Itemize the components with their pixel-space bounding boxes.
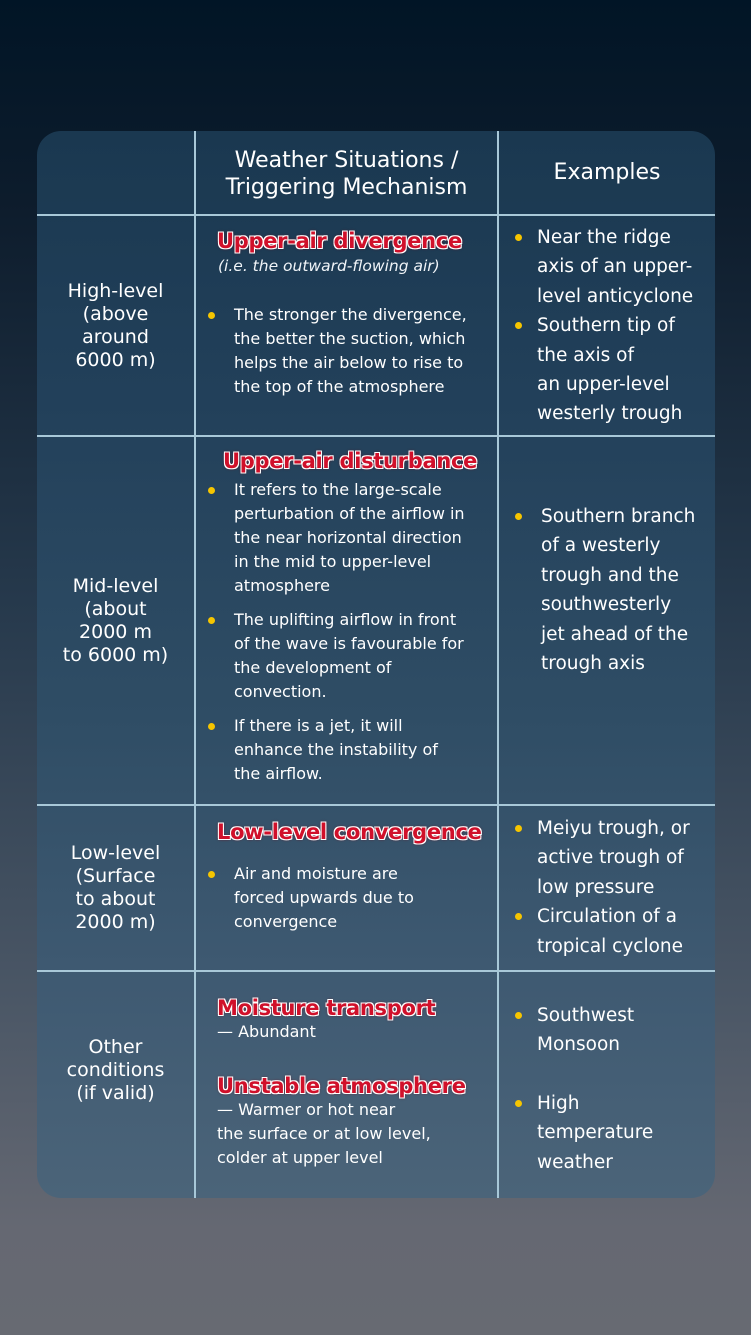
level-text: Mid-level — [72, 574, 159, 597]
example-line: axis of an upper- — [537, 256, 693, 278]
mechanism-bullet — [208, 862, 497, 934]
header-weather-situations — [196, 131, 497, 214]
example-item — [517, 1089, 715, 1177]
examples-cell-high — [499, 216, 715, 435]
level-text: to about — [75, 888, 156, 910]
bullet-line: Air and moisture are — [234, 864, 398, 883]
mechanism-cell-high — [196, 216, 497, 435]
mechanism-heading: Upper-air divergence — [217, 229, 462, 253]
bullet-icon — [515, 1012, 522, 1019]
example-line: tropical cyclone — [537, 935, 684, 957]
bullet-line: The stronger the divergence, — [234, 305, 467, 324]
bullet-icon — [515, 1100, 522, 1107]
example-line: Circulation of a — [537, 906, 677, 928]
level-text: to 6000 m) — [62, 643, 169, 666]
bullet-line: enhance the instability of — [234, 740, 438, 759]
example-item — [517, 502, 715, 678]
level-cell-other — [37, 972, 194, 1198]
bullet-icon — [208, 487, 215, 494]
level-text: (Surface — [75, 865, 156, 887]
bullet-line: perturbation of the airflow in — [234, 504, 465, 523]
level-text: (above — [82, 302, 149, 325]
example-line: jet ahead of the — [541, 623, 689, 645]
example-line: trough and the — [541, 564, 679, 586]
example-line: Meiyu trough, or — [537, 818, 690, 839]
level-text: 6000 m) — [75, 348, 156, 371]
level-text: around — [82, 325, 149, 348]
bullet-line: the top of the atmosphere — [234, 377, 445, 396]
mechanism-heading: Moisture transport — [217, 996, 436, 1020]
bullet-line: The uplifting airflow in front — [234, 610, 457, 629]
example-line: Southern branch — [541, 506, 696, 527]
bullet-line: convergence — [234, 912, 338, 931]
example-item — [517, 311, 715, 429]
example-line: an upper-level — [537, 374, 670, 396]
level-cell-high — [37, 216, 194, 435]
level-text: Low-level — [70, 842, 161, 864]
mechanism-bullet — [208, 478, 497, 598]
level-cell-low — [37, 806, 194, 970]
example-line: level anticyclone — [537, 285, 694, 307]
header-line: Triggering Mechanism — [225, 174, 468, 200]
example-line: weather — [537, 1151, 613, 1173]
example-line: southwesterly — [541, 594, 672, 616]
level-text: conditions — [66, 1058, 165, 1081]
bullet-line: convection. — [234, 682, 327, 701]
mechanism-sub: — Warmer or hot near — [217, 1100, 396, 1119]
example-line: Monsoon — [537, 1034, 621, 1056]
bullet-line: the near horizontal direction — [234, 528, 462, 547]
example-line: trough axis — [541, 653, 645, 675]
header-empty-cell — [37, 131, 194, 214]
example-line: active trough of — [537, 847, 684, 869]
example-line: low pressure — [537, 876, 655, 898]
weather-table — [37, 131, 715, 1198]
mechanism-heading: Low-level convergence — [217, 820, 482, 844]
bullet-icon — [208, 617, 215, 624]
bullet-line: the development of — [234, 658, 392, 677]
mechanism-bullet — [208, 303, 497, 399]
example-line: Southern tip of — [537, 315, 675, 337]
mechanism-note: (i.e. the outward-flowing air) — [218, 257, 440, 275]
example-line: westerly trough — [537, 403, 683, 425]
header-examples: Examples — [553, 160, 661, 185]
level-text: (if valid) — [76, 1081, 155, 1104]
example-line: Southwest — [537, 1005, 635, 1026]
bullet-icon — [515, 322, 522, 329]
bullet-line: the better the suction, which — [234, 329, 466, 348]
example-item — [517, 902, 715, 961]
example-line: temperature — [537, 1122, 654, 1144]
level-cell-mid — [37, 437, 194, 804]
example-line: the axis of — [537, 344, 635, 366]
example-line: High — [537, 1092, 580, 1114]
bullet-line: If there is a jet, it will — [234, 716, 403, 735]
example-line: Near the ridge — [537, 227, 671, 248]
level-text: 2000 m) — [75, 911, 156, 933]
level-text: (about — [84, 597, 147, 620]
mechanism-bullet — [208, 714, 497, 786]
bullet-line: It refers to the large-scale — [234, 480, 442, 499]
bullet-line: the airflow. — [234, 764, 323, 783]
level-text: High-level — [67, 279, 164, 302]
level-text: 2000 m — [79, 620, 152, 643]
bullet-line: forced upwards due to — [234, 888, 414, 907]
mechanism-cell-mid — [196, 437, 497, 804]
bullet-line: atmosphere — [234, 576, 330, 595]
bullet-icon — [515, 825, 522, 832]
mechanism-sub: — Abundant — [217, 1022, 316, 1041]
example-line: of a westerly — [541, 535, 661, 557]
bullet-icon — [515, 913, 522, 920]
mechanism-sub: the surface or at low level, — [217, 1124, 431, 1143]
example-item — [517, 814, 715, 902]
example-item — [517, 223, 715, 311]
bullet-icon — [208, 871, 215, 878]
bullet-icon — [515, 234, 522, 241]
bullet-icon — [208, 723, 215, 730]
mechanism-heading: Upper-air disturbance — [223, 449, 478, 473]
mechanism-heading: Unstable atmosphere — [217, 1074, 466, 1098]
header-line: Weather Situations / — [234, 147, 459, 173]
example-item — [517, 1001, 715, 1060]
bullet-line: of the wave is favourable for — [234, 634, 464, 653]
level-text: Other — [88, 1035, 143, 1058]
mechanism-cell-other — [196, 972, 497, 1198]
mechanism-cell-low — [196, 806, 497, 970]
examples-cell-low — [499, 806, 715, 970]
bullet-icon — [515, 513, 522, 520]
mechanism-sub: colder at upper level — [217, 1148, 383, 1167]
bullet-icon — [208, 312, 215, 319]
examples-cell-mid — [499, 437, 715, 804]
bullet-line: helps the air below to rise to — [234, 353, 464, 372]
examples-cell-other — [499, 972, 715, 1198]
bullet-line: in the mid to upper-level — [234, 552, 432, 571]
mechanism-bullet — [208, 608, 497, 704]
